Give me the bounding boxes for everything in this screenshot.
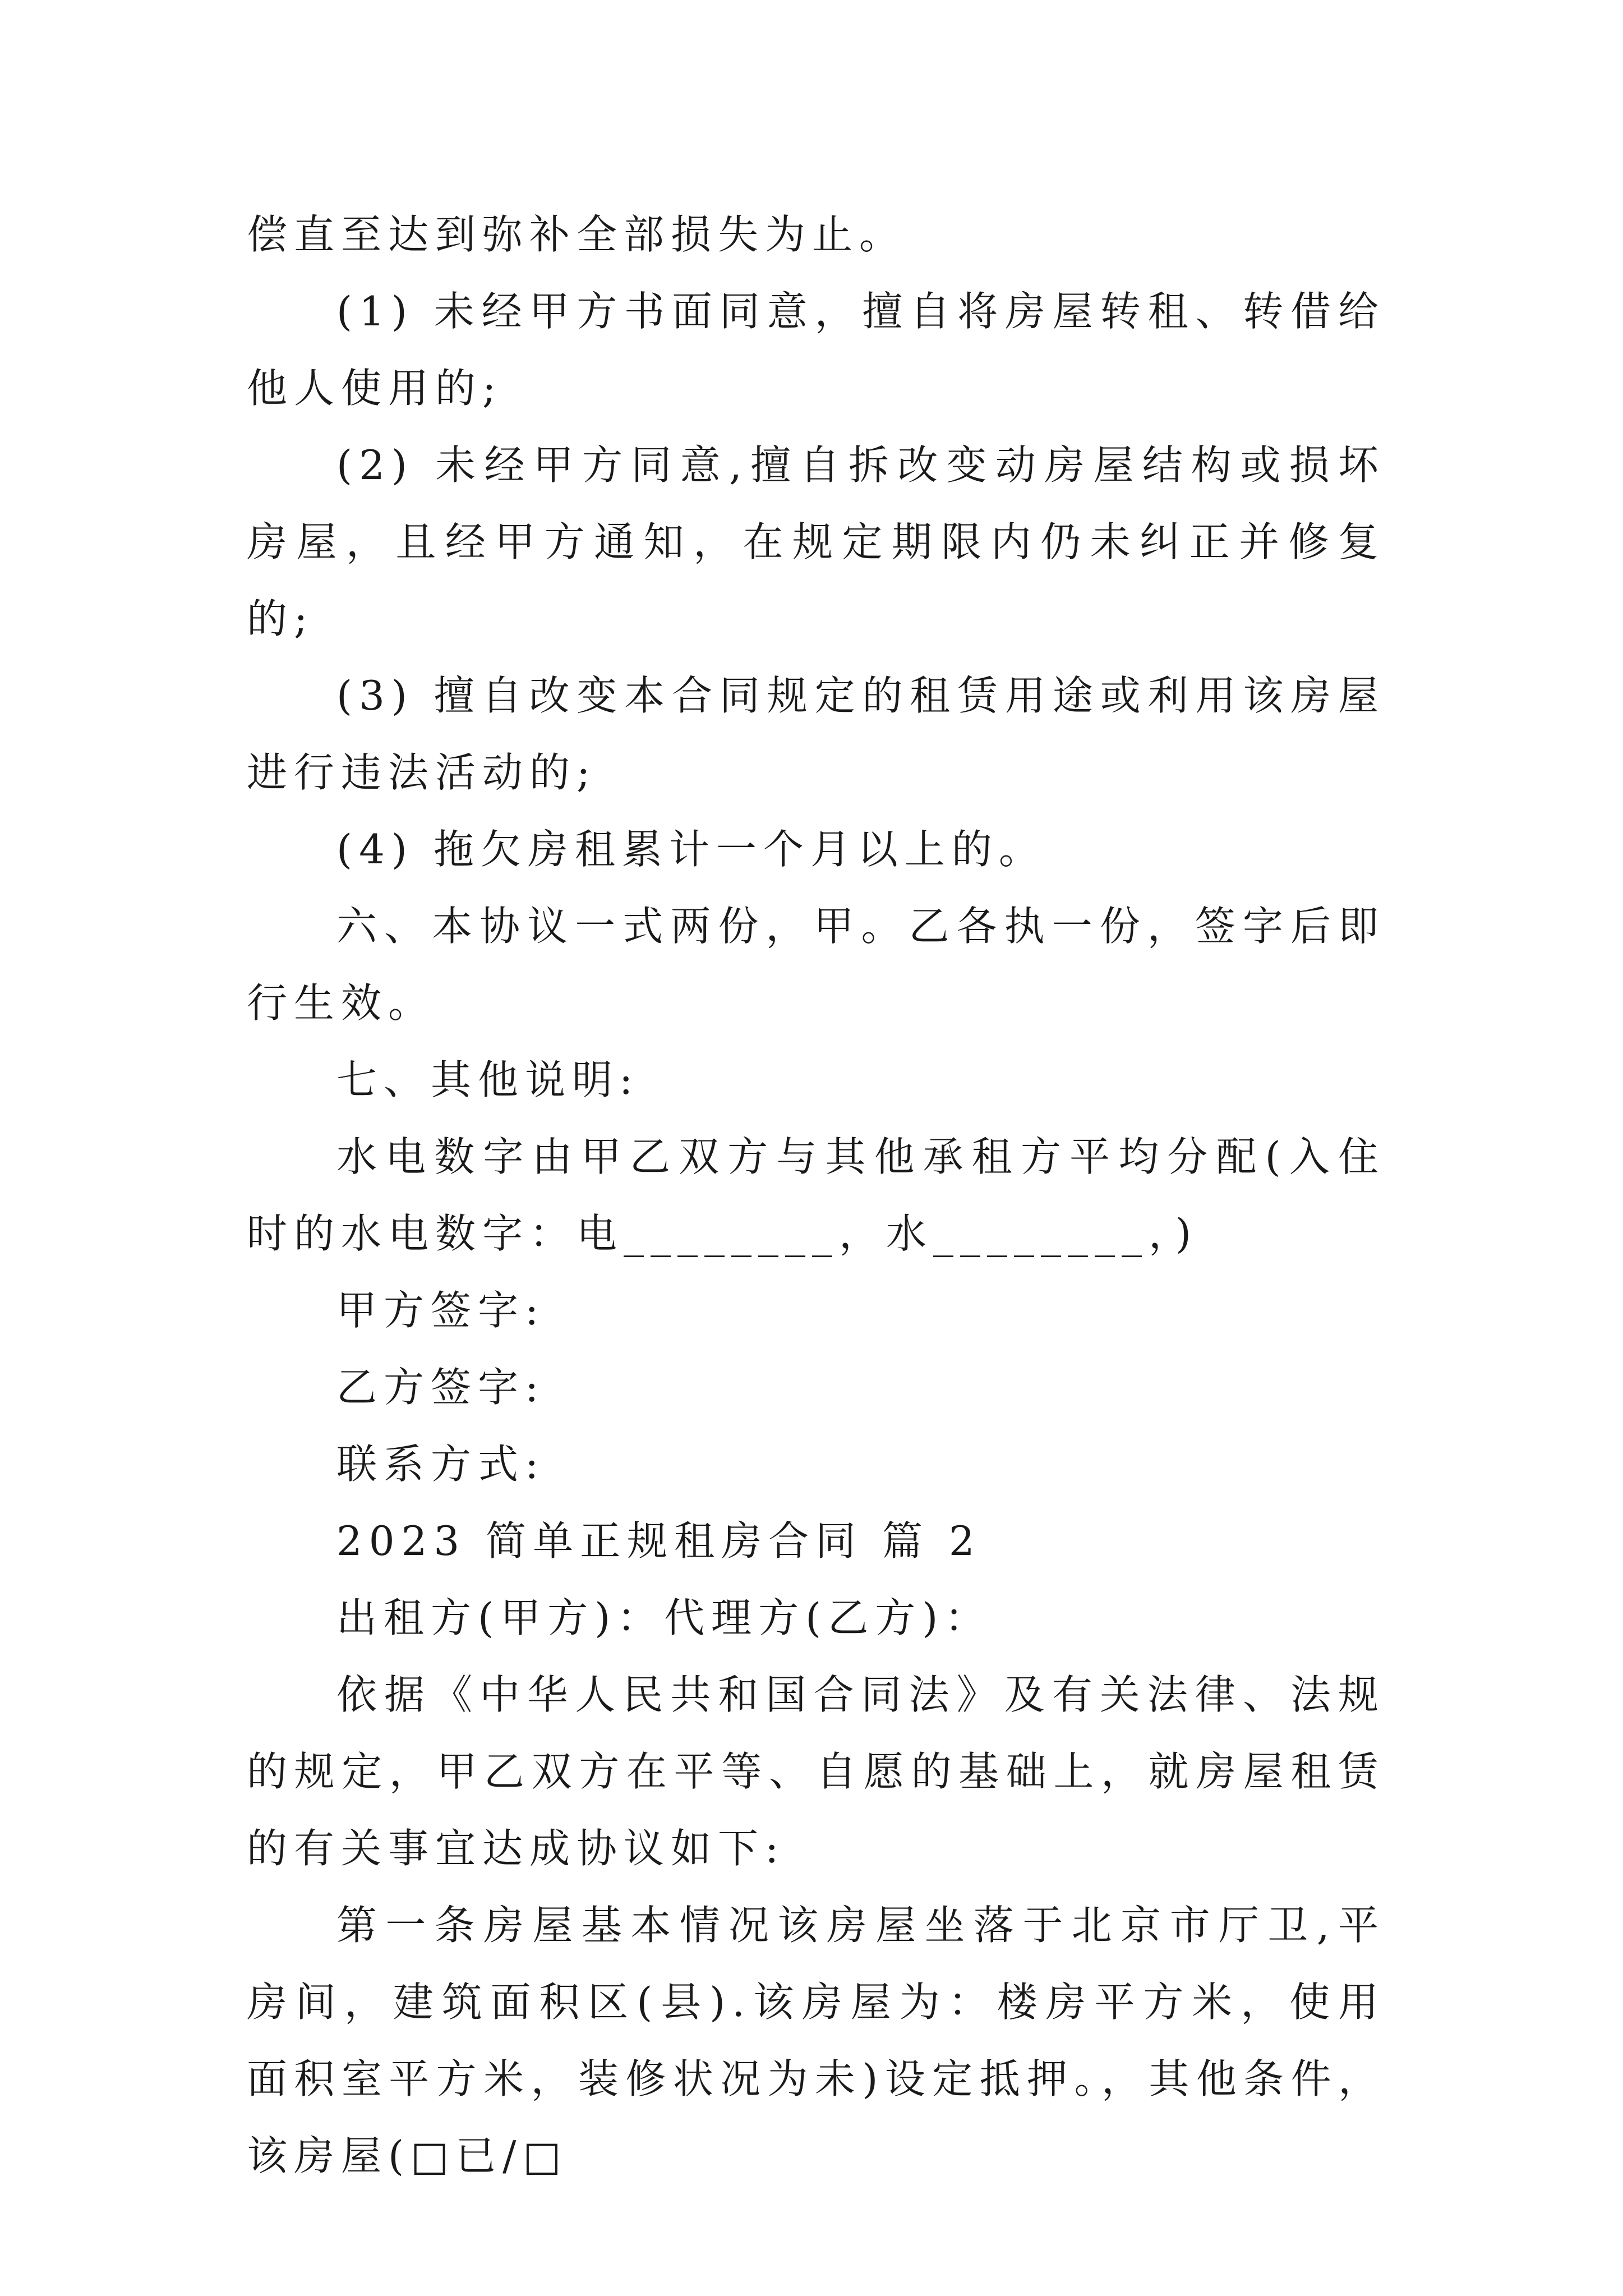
section-heading: 七、其他说明: [336, 1056, 640, 1103]
paragraph: 偿直至达到弥补全部损失为止。 [247, 211, 907, 258]
paragraph: (3) 擅自改变本合同规定的租赁用途或利用该房屋进行违法活动的; [247, 672, 1385, 796]
signature-line-party-a: 甲方签字: [336, 1287, 546, 1334]
paragraph: (2) 未经甲方同意,擅自拆改变动房屋结构或损坏房屋，且经甲方通知，在规定期限内仍未纠正并修复的; [247, 441, 1385, 642]
document-body [247, 196, 1385, 2194]
contract-title: 2023 简单正规租房合同 篇 2 [336, 1517, 981, 1565]
parties-line: 出租方(甲方)：代理方(乙方)： [336, 1594, 992, 1641]
signature-line-party-b: 乙方签字: [336, 1364, 546, 1411]
paragraph: 第一条房屋基本情况该房屋坐落于北京市厅卫,平房间，建筑面积区(县).该房屋为：楼房平方米，使用面积室平方米，装修状况为未)设定抵押。，其他条件，该房屋(□已/□ [247, 1902, 1385, 2179]
paragraph: 水电数字由甲乙双方与其他承租方平均分配(入住时的水电数字：电________，水________，) [247, 1133, 1385, 1257]
paragraph: 六、本协议一式两份，甲。乙各执一份，签字后即行生效。 [247, 903, 1385, 1027]
paragraph: 依据《中华人民共和国合同法》及有关法律、法规的规定，甲乙双方在平等、自愿的基础上，就房屋租赁的有关事宜达成协议如下: [247, 1671, 1385, 1872]
paragraph: (4) 拖欠房租累计一个月以上的。 [336, 826, 1046, 873]
contact-line: 联系方式: [336, 1441, 546, 1488]
paragraph: (1) 未经甲方书面同意，擅自将房屋转租、转借给他人使用的; [247, 288, 1385, 412]
